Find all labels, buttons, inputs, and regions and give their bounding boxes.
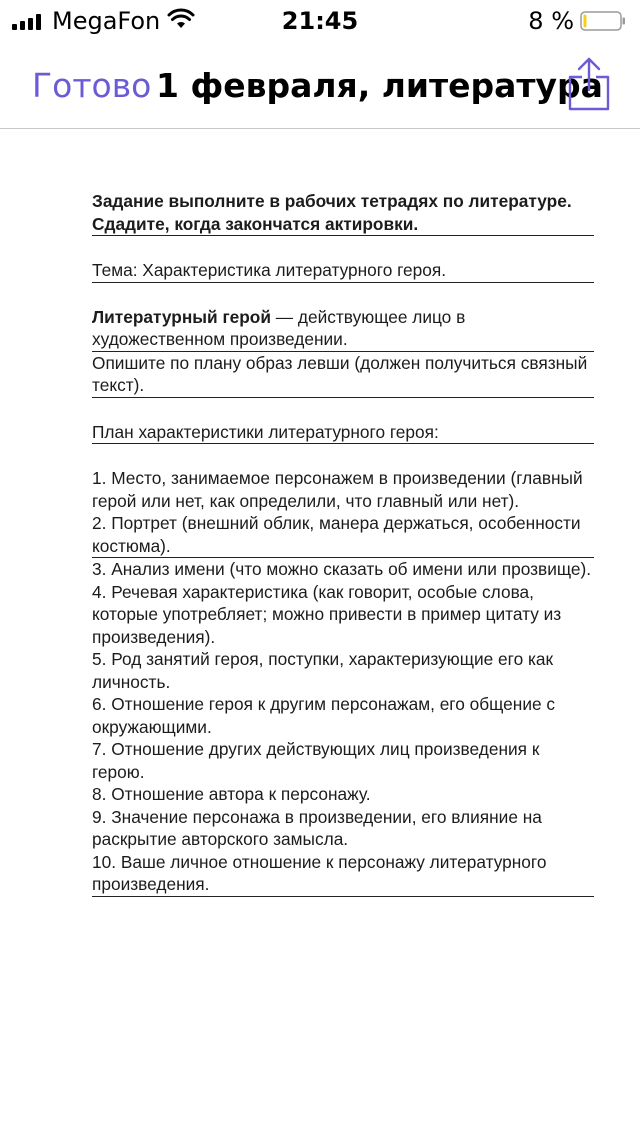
- carrier-name: MegaFon: [52, 7, 161, 35]
- list-item: 10. Ваше личное отношение к персонажу литературного произведения.: [92, 851, 547, 894]
- document-body: [92, 190, 594, 897]
- plan-list-part-2: [92, 558, 594, 897]
- list-item: 2. Портрет (внешний облик, манера держаться, особенности костюма).: [92, 513, 581, 556]
- list-item: 1. Место, занимаемое персонажем в произведении (главный герой или нет, как определили, что главный или нет).: [92, 468, 583, 511]
- list-item: 3. Анализ имени (что можно сказать об имени или прозвище).: [92, 559, 592, 579]
- plan-heading: План характеристики литературного героя:: [92, 421, 594, 445]
- task-instruction: Задание выполните в рабочих тетрадях по литературе. Сдадите, когда закончатся актировки.: [92, 190, 594, 236]
- definition-text: — действующее лицо в художественном произведении.: [92, 306, 466, 349]
- list-item: 6. Отношение героя к другим персонажам, его общение с окружающими.: [92, 694, 556, 737]
- clock: 21:45: [281, 7, 359, 35]
- list-item: 4. Речевая характеристика (как говорит, особые слова, которые употребляет; можно привести в пример цитату из произведения).: [92, 581, 562, 647]
- status-bar: [0, 0, 640, 40]
- battery-percent: 8 %: [528, 7, 574, 35]
- plan-list-part-1: [92, 467, 594, 558]
- battery-icon: [580, 11, 626, 31]
- list-item: 5. Род занятий героя, поступки, характеризующие его как личность.: [92, 649, 554, 692]
- share-icon[interactable]: [568, 56, 610, 112]
- list-item: 7. Отношение других действующих лиц произведения к герою.: [92, 739, 540, 782]
- document-title: 1 февраля, литературa: [156, 66, 603, 105]
- navigation-bar: [0, 40, 640, 129]
- definition-paragraph: [92, 306, 594, 352]
- list-item: 8. Отношение автора к персонажу.: [92, 784, 371, 804]
- definition-term: Литературный герой: [92, 306, 271, 327]
- list-item: 9. Значение персонажа в произведении, его влияние на раскрытие авторского замысла.: [92, 806, 542, 849]
- done-button[interactable]: Готово: [32, 66, 152, 105]
- instruction-paragraph: Опишите по плану образ левши (должен получиться связный текст).: [92, 352, 594, 398]
- topic-line: Тема: Характеристика литературного героя.: [92, 259, 594, 283]
- battery-level-fill: [584, 15, 587, 28]
